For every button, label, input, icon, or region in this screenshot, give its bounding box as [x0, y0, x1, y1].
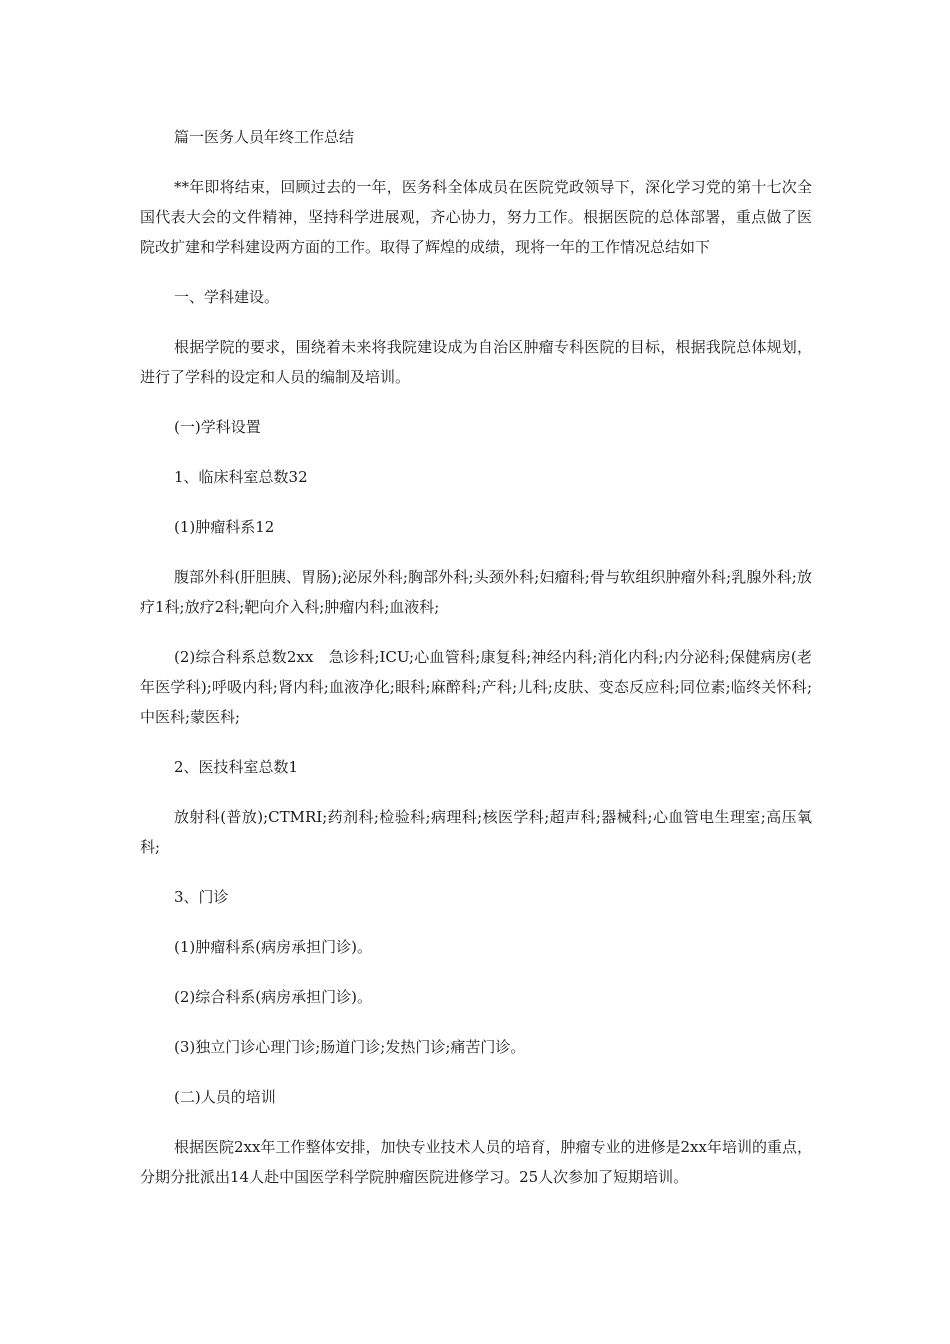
document-title: 篇一医务人员年终工作总结: [174, 128, 355, 146]
item-medical-tech-departments: 2、医技科室总数1: [174, 758, 299, 776]
item-outpatient-oncology: (1)肿瘤科系(病房承担门诊)。: [174, 938, 372, 956]
item-outpatient-independent: (3)独立门诊心理门诊;肠道门诊;发热门诊;痛苦门诊。: [174, 1038, 526, 1056]
paragraph-intro: **年即将结束，回顾过去的一年，医务科全体成员在医院党政领导下，深化学习党的第十七次全国代表大会的文件精神，坚持科学进展观，齐心协力，努力工作。根据医院的总体部署，重点做了医院改扩建和学科建设两方面的工作。取得了辉煌的成绩，现将一年的工作情况总结如下: [140, 178, 812, 256]
item-clinical-departments: 1、临床科室总数32: [174, 468, 308, 486]
paragraph-oncology-list: 腹部外科(肝胆胰、胃肠);泌尿外科;胸部外科;头颈外科;妇瘤科;骨与软组织肿瘤外科;乳腺外科;放疗1科;放疗2科;靶向介入科;肿瘤内科;血液科;: [140, 568, 812, 616]
paragraph-staff-training: 根据医院2xx年工作整体安排，加快专业技术人员的培育，肿瘤专业的进修是2xx年培训的重点，分期分批派出14人赴中国医学科学院肿瘤医院进修学习。25人次参加了短期培训。: [140, 1138, 812, 1186]
item-oncology-departments: (1)肿瘤科系12: [174, 518, 275, 536]
paragraph-discipline-plan: 根据学院的要求，围绕着未来将我院建设成为自治区肿瘤专科医院的目标，根据我院总体规划，进行了学科的设定和人员的编制及培训。: [140, 338, 812, 386]
subsection-heading-discipline-setup: (一)学科设置: [174, 418, 261, 436]
item-outpatient: 3、门诊: [174, 888, 229, 906]
item-outpatient-general: (2)综合科系(病房承担门诊)。: [174, 988, 372, 1006]
paragraph-general-departments: (2)综合科系总数2xx 急诊科;ICU;心血管科;康复科;神经内科;消化内科;内分泌科;保健病房(老年医学科);呼吸内科;肾内科;血液净化;眼科;麻醉科;产科;儿科;皮肤、变态反应科;同位素;临终关怀科;中医科;蒙医科;: [140, 648, 812, 726]
document-page: [140, 122, 812, 1212]
paragraph-medical-tech-list: 放射科(普放);CTMRI;药剂科;检验科;病理科;核医学科;超声科;器械科;心血管电生理室;高压氧科;: [140, 808, 812, 856]
section-heading-discipline-construction: 一、学科建设。: [174, 288, 280, 306]
subsection-heading-staff-training: (二)人员的培训: [174, 1088, 276, 1106]
